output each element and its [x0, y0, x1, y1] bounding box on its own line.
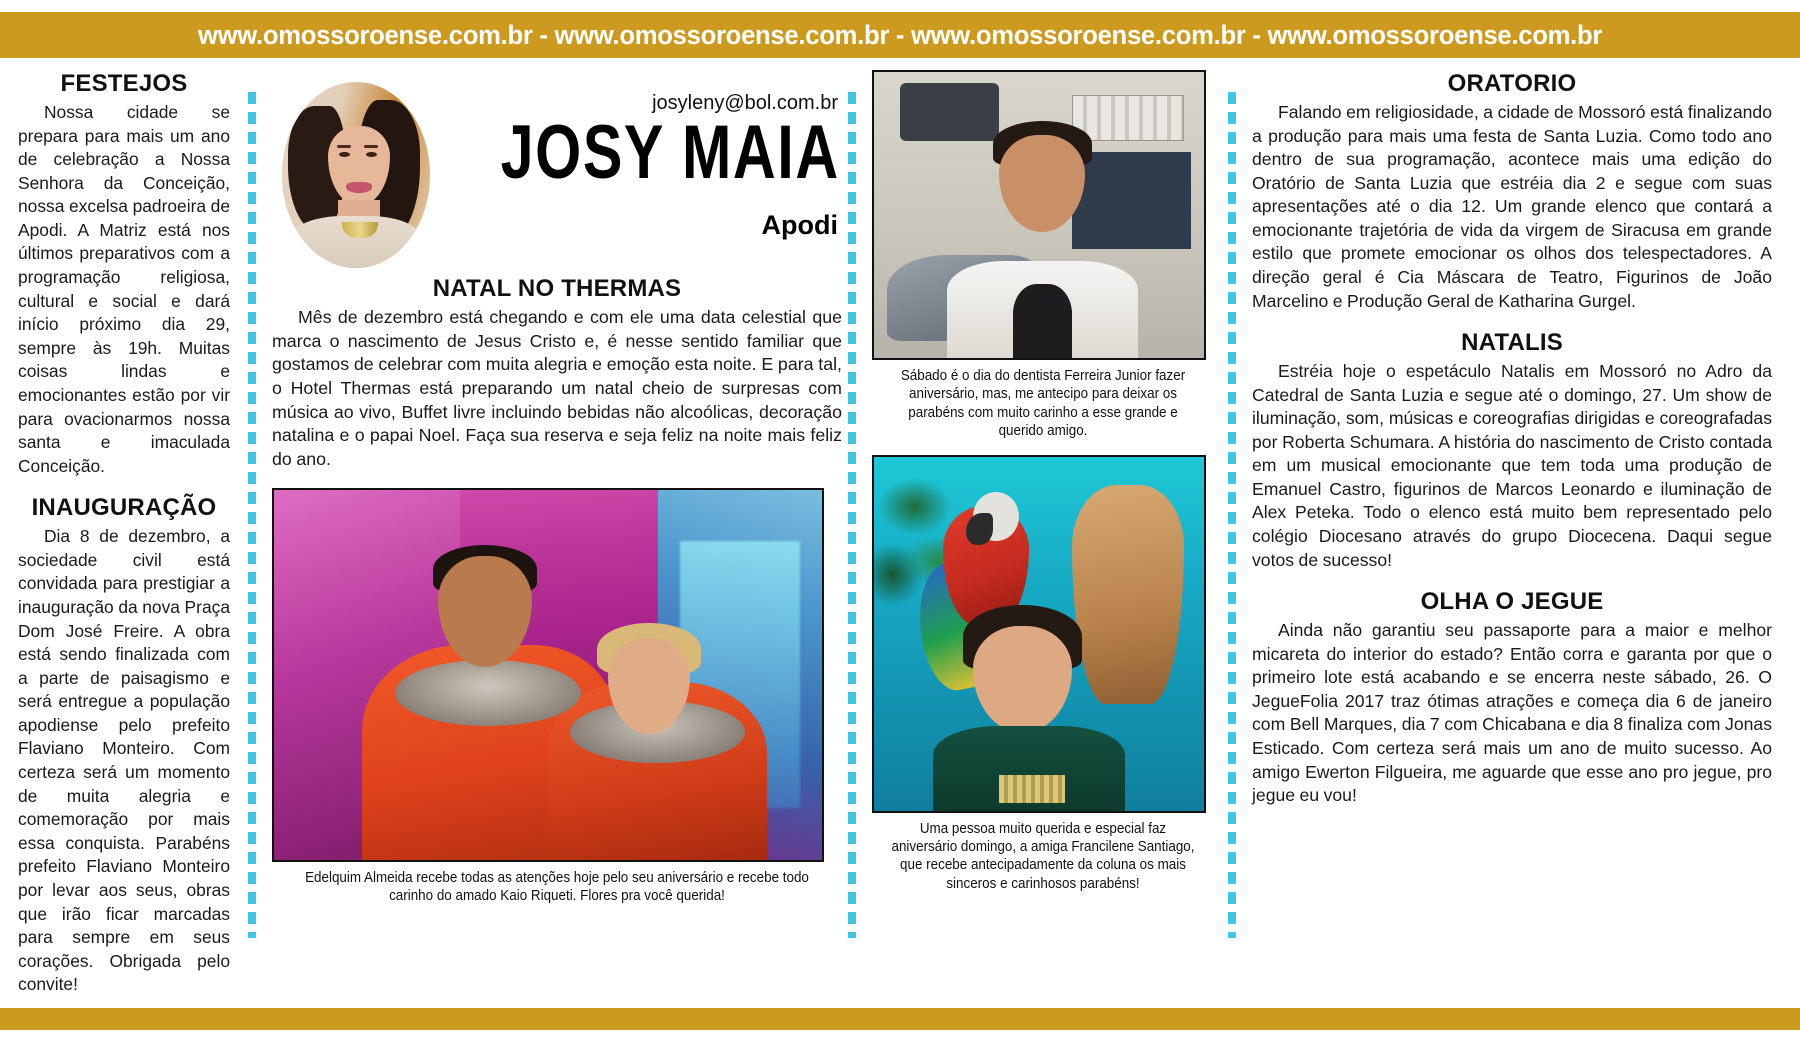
column-four: [1252, 70, 1772, 824]
column-divider-1: [248, 92, 256, 938]
ice-bar-photo: [272, 488, 824, 862]
section-body-natal-no-thermas: Mês de dezembro está chegando e com ele uma data celestial que marca o nascimento de Jesus Cristo e, é nesse sentido familiar que gostamos de celebrar com muita alegria e emoção esta noite. E para tal, o Hotel Thermas está preparando um natal cheio de surpresas com música ao vivo, Buffet livre incluindo bebidas não alcoólicas, decoração natalina e o papai Noel. Faça sua reserva e seja feliz na noite mais feliz do ano.: [272, 307, 842, 469]
section-body-olha-o-jegue: Ainda não garantiu seu passaporte para a maior e melhor micareta do interior do estado? Então corra e garanta por que o primeiro lote está acabando e se encerra neste sábado, 26. O JegueFolia 2017 traz ótimas atrações e começa dia 6 de janeiro com Bell Marques, dia 7 com Chicabana e dia 8 finaliza com Jonas Esticado. Com certeza será mais um ano de muito sucesso. Ao amigo Ewerton Filgueira, me aguarde que esse ano pro jegue, pro jegue eu vou!: [1252, 620, 1772, 806]
section-heading-inauguracao: INAUGURAÇÃO: [31, 494, 217, 522]
column-masthead: [272, 70, 842, 275]
section-body-inauguracao: Dia 8 de dezembro, a sociedade civil está convidada para prestigiar a inauguração da nova Praça Dom José Freire. A obra está sendo finalizada com a parte de paisagismo e será entregue a população apodiense pelo prefeito Flaviano Monteiro. Com certeza será um momento de muita alegria e comemoração por mais essa conquista. Parabéns prefeito Flaviano Monteiro por levar aos seus, obras que irão ficar marcadas para sempre em seus corações. Obrigada pelo convite!: [18, 526, 230, 995]
birthday-photo-caption: Uma pessoa muito querida e especial faz aniversário domingo, a amiga Francilene Santiago, que recebe antecipadamente da coluna os mais sinceros e carinhosos parabéns!: [891, 820, 1195, 892]
section-heading-olha-o-jegue: OLHA O JEGUE: [1420, 588, 1604, 616]
site-url-banner: [0, 12, 1800, 58]
page-content: [0, 70, 1800, 995]
column-divider-3: [1228, 92, 1236, 938]
section-heading-oratorio: ORATORIO: [1447, 70, 1577, 97]
birthday-photo: [872, 455, 1206, 813]
section-body-natalis: Estréia hoje o espetáculo Natalis em Mossoró no Adro da Catedral de Santa Luzia e segue até o domingo, 27. Um show de iluminação, som, músicas e coreografias dirigidas e coreografadas por Roberta Schumara. A história do nascimento de Cristo contada em um musical emocionante que tem toda uma produção de Emanuel Castro, figurinos de Marcos Leonardo e iluminação de Alex Peteka. Todo o elenco está muito bem representado pelo colégio Diocesano através do grupo Diocecena. Daqui segue votos de sucesso!: [1252, 361, 1772, 570]
column-two: [272, 70, 842, 905]
section-body-oratorio: Falando em religiosidade, a cidade de Mossoró está finalizando a produção para mais uma festa de Santa Luzia. Como todo ano dentro de sua programação, acontece mais uma edição do Oratório de Santa Luzia que estréia dia 2 e segue com suas apresentações até o dia 12. Um grande elenco que contará a emocionante trajetória de vida da virgem de Siracusa em grande estilo que promete emocionar os olhos dos telespectadores. A direção geral é Cia Máscara de Teatro, Figurinos de João Marcelino e Produção Geral de Katharina Gurgel.: [1252, 102, 1772, 311]
author-portrait: [282, 82, 430, 268]
author-city: Apodi: [761, 210, 838, 240]
dentist-photo: [872, 70, 1206, 360]
author-name: JOSY MAIA: [500, 110, 840, 195]
section-heading-natal-no-thermas: NATAL NO THERMAS: [432, 275, 682, 302]
site-url-text: www.omossoroense.com.br - www.omossoroense.com.br - www.omossoroense.com.br - www.omossoroense.com.br: [197, 19, 1603, 50]
section-heading-natalis: NATALIS: [1461, 329, 1563, 357]
section-heading-festejos: FESTEJOS: [60, 70, 188, 97]
column-one: [18, 70, 230, 1013]
column-divider-2: [848, 92, 856, 938]
ice-bar-photo-caption: Edelquim Almeida recebe todas as atenções hoje pelo seu aniversário e recebe todo carinho do amado Kaio Riqueti. Flores pra você querida!: [305, 869, 809, 904]
dentist-photo-caption: Sábado é o dia do dentista Ferreira Junior fazer aniversário, mas, me antecipo para deixar os parabéns com muito carinho a esse grande e querido amigo.: [900, 368, 1186, 440]
section-body-festejos: Nossa cidade se prepara para mais um ano de celebração a Nossa Senhora da Conceição, nossa excelsa padroeira de Apodi. A Matriz está nos últimos preparativos com a programação religiosa, cultural e social e dará início próximo dia 29, sempre às 19h. Muitas coisas lindas e emocionantes estão por vir para ovacionarmos nossa santa e imaculada Conceição.: [18, 102, 230, 476]
author-email: josyleny@bol.com.br: [652, 92, 838, 114]
column-three: [872, 70, 1214, 893]
bottom-color-bar: [0, 1008, 1800, 1030]
